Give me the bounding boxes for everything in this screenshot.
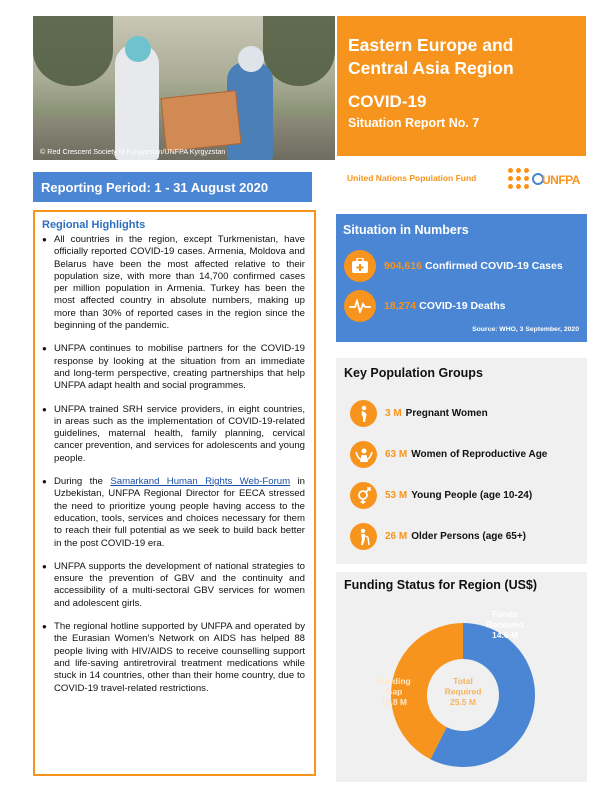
highlight-item: ● All countries in the region, except Turkmenistan, have officially reported COVID-19 cases. Armenia, Moldova and Belarus have been the most affected relative to their population size, with more than 14,700 confirmed cases per million population in Armenia. Turkey has been the most affected country in absolute numbers, making up more than 30% of reported cases in the region since the beginning of the pandemic. — [42, 234, 305, 332]
highlight-item: ● UNFPA trained SRH service providers, in eight countries, in areas such as the implementation of COVID-19-related guidelines, maternal health, family planning, cervical cancer prevention, and services for adolescents and young people. — [42, 404, 305, 465]
heartbeat-icon — [344, 290, 376, 322]
unfpa-logo — [508, 164, 588, 194]
pregnant-woman-icon — [350, 400, 377, 427]
kpg-label: Women of Reproductive Age — [411, 449, 548, 460]
photo-cardboard-box — [160, 90, 241, 152]
unfpa-org-name: United Nations Population Fund — [347, 173, 477, 183]
deaths-value: 18,274 — [384, 300, 417, 312]
donut-center-label: Total Required 25.5 M — [444, 676, 482, 707]
situation-in-numbers — [336, 214, 587, 342]
kpg-value: 63 M — [385, 449, 408, 460]
situation-row-cases — [344, 250, 563, 282]
kpg-value: 26 M — [385, 531, 408, 542]
kpg-title: Key Population Groups — [344, 366, 483, 380]
photo-tree — [263, 16, 335, 86]
samarkand-forum-link[interactable]: Samarkand Human Rights Web-Forum — [110, 476, 291, 488]
funding-title: Funding Status for Region (US$) — [344, 578, 538, 592]
highlight-text: in Uzbekistan, UNFPA Regional Director for EECA stressed the need to prioritize young people having access to the education, tools, services and choices necessary for them to reach their full potential as we seek to build back better in the post COVID-19 era. — [54, 476, 305, 549]
highlight-item: ● UNFPA continues to mobilise partners for the COVID-19 response by looking at the situation from an immediate and long-term perspective, creating partnerships that help UNFPA adapt health and social programmes. — [42, 343, 305, 392]
highlight-text: During the — [54, 476, 111, 488]
cover-photo — [33, 16, 335, 160]
situation-title: Situation in Numbers — [343, 223, 469, 237]
confirmed-cases-value: 904,616 — [384, 260, 422, 272]
regional-highlights — [33, 210, 316, 776]
kpg-value: 53 M — [385, 490, 408, 501]
covid-title: COVID-19 — [348, 92, 427, 111]
hospital-icon — [344, 250, 376, 282]
donut-label-funds-received: Funds Received 14.6 M — [486, 609, 524, 640]
situation-source: Source: WHO, 3 September, 2020 — [472, 326, 579, 333]
highlight-item: ● The regional hotline supported by UNFPA and operated by the Eurasian Women's Network on AIDS has helped 88 people living with HIV/AIDS to receive counselling support and life-saving antiretroviral treatment medications while stuck in 14 countries, other than their home country, due to COVID-19 travel-related restrictions. — [42, 621, 305, 695]
highlight-item: ● UNFPA supports the development of national strategies to ensure the prevention of GBV and the continuity and accessibility of a multi-sectoral GBV services for women and adolescent girls. — [42, 561, 305, 610]
kpg-label: Older Persons (age 65+) — [411, 531, 527, 542]
kpg-row-young — [350, 482, 532, 509]
photo-person-head — [125, 36, 151, 62]
report-header — [337, 16, 586, 156]
funding-donut-chart — [336, 572, 587, 782]
donut-label-funding-gap: Funding Gap 10.8 M — [377, 676, 411, 707]
women-icon — [350, 441, 377, 468]
region-title-line: Central Asia Region — [348, 58, 514, 78]
kpg-row-pregnant — [350, 400, 488, 427]
region-title — [348, 34, 576, 80]
elderly-person-icon — [350, 523, 377, 550]
region-title-line: Eastern Europe and — [348, 35, 514, 55]
confirmed-cases-label: Confirmed COVID-19 Cases — [424, 260, 563, 272]
photo-tree — [33, 16, 113, 86]
photo-caption: © Red Crescent Society of Kyrgyzstan/UNFPA Kyrgyzstan — [40, 147, 226, 156]
report-number: Situation Report No. 7 — [348, 116, 480, 130]
reporting-period: Reporting Period: 1 - 31 August 2020 — [33, 172, 312, 202]
gender-symbol-icon — [350, 482, 377, 509]
key-population-groups — [336, 358, 587, 564]
deaths-label: COVID-19 Deaths — [419, 300, 506, 312]
kpg-label: Young People (age 10-24) — [411, 490, 533, 501]
highlights-list — [42, 234, 305, 695]
funding-status — [336, 572, 587, 782]
highlights-title: Regional Highlights — [42, 219, 146, 231]
situation-row-deaths — [344, 290, 505, 322]
kpg-row-older — [350, 523, 526, 550]
highlight-item — [42, 476, 305, 550]
photo-person-head — [238, 46, 264, 72]
kpg-value: 3 M — [385, 408, 402, 419]
kpg-row-women — [350, 441, 547, 468]
kpg-label: Pregnant Women — [405, 408, 488, 419]
unfpa-logo-text: UNFPA — [542, 173, 580, 187]
